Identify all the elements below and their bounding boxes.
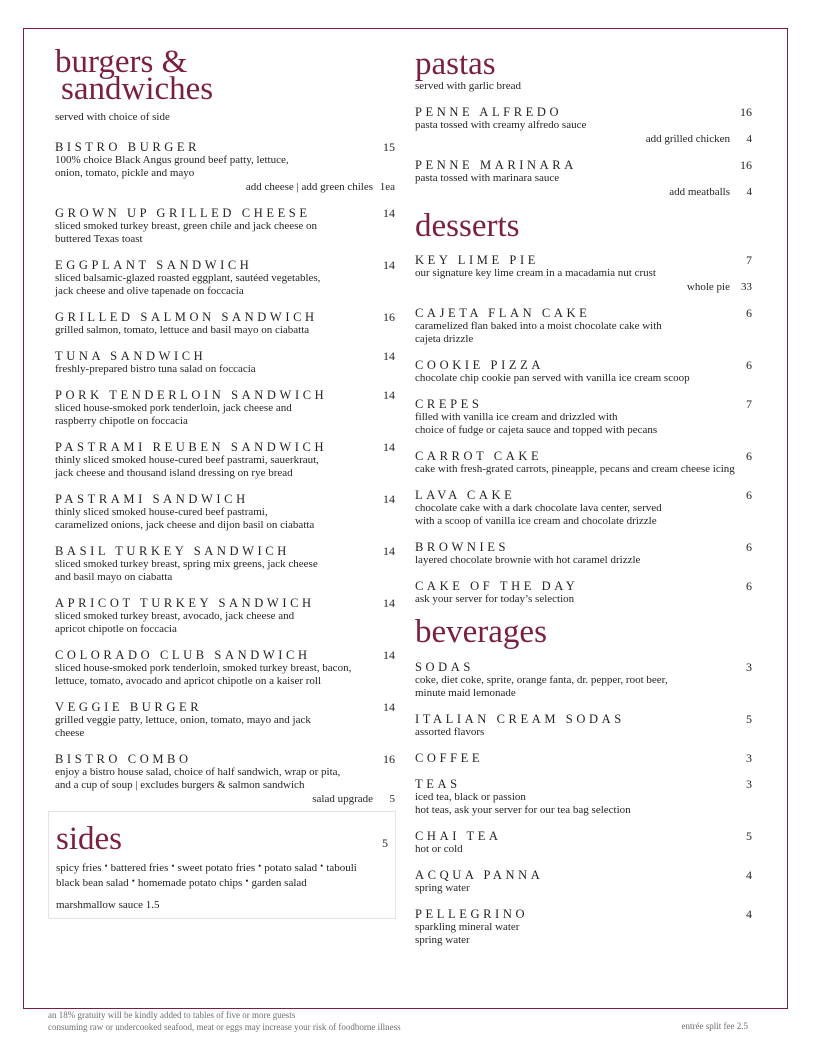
item-price: 4 — [746, 868, 752, 882]
item-name: TEAS — [415, 777, 461, 791]
sides-price: 5 — [382, 836, 388, 850]
side-option: spicy fries — [56, 862, 102, 874]
item-description: pasta tossed with marinara sauce — [415, 172, 560, 184]
title-line-2: sandwiches — [61, 71, 214, 107]
item-description: sliced smoked turkey breast, spring mix greens, jack cheese — [55, 558, 318, 570]
item-price: 14 — [383, 544, 395, 558]
sides-line-1 — [56, 860, 396, 875]
item-name: COLORADO CLUB SANDWICH — [55, 648, 311, 662]
item-name: COFFEE — [415, 751, 484, 765]
item-name: BISTRO BURGER — [55, 140, 201, 154]
menu-item — [415, 306, 752, 346]
item-name: PENNE MARINARA — [415, 158, 577, 172]
item-description: caramelized flan baked into a moist chocolate cake with — [415, 320, 662, 332]
item-description: chocolate cake with a dark chocolate lava center, served — [415, 502, 662, 514]
side-option: black bean salad — [56, 877, 129, 889]
addon-price: 4 — [746, 133, 752, 145]
item-description: sparkling mineral water — [415, 921, 520, 933]
item-name: GRILLED SALMON SANDWICH — [55, 310, 318, 324]
menu-item — [415, 540, 752, 567]
side-option: potato salad — [264, 862, 318, 874]
burgers-subtitle: served with choice of side — [55, 111, 170, 123]
item-description: lettuce, tomato, avocado and apricot chipotle on a kaiser roll — [55, 675, 322, 687]
desserts-list — [415, 253, 752, 606]
menu-item — [55, 596, 395, 636]
item-name: TUNA SANDWICH — [55, 349, 207, 363]
item-name: COOKIE PIZZA — [415, 358, 544, 372]
menu-item — [415, 488, 752, 528]
item-name: BISTRO COMBO — [55, 752, 192, 766]
item-price: 6 — [746, 540, 752, 554]
item-price: 14 — [383, 596, 395, 610]
title-line-1: burgers & — [55, 44, 188, 80]
item-description: apricot chipotle on foccacia — [55, 623, 177, 635]
menu-item — [415, 777, 752, 817]
item-description: 100% choice Black Angus ground beef patty, lettuce, — [55, 154, 289, 166]
item-price: 3 — [746, 660, 752, 674]
addon-price: 5 — [389, 793, 395, 805]
item-name: PELLEGRINO — [415, 907, 529, 921]
foodborne-warning: consuming raw or undercooked seafood, meat or eggs may increase your risk of foodborne illness — [48, 1022, 401, 1032]
item-name: EGGPLANT SANDWICH — [55, 258, 253, 272]
item-name: KEY LIME PIE — [415, 253, 539, 267]
item-name: CARROT CAKE — [415, 449, 543, 463]
item-name: CREPES — [415, 397, 483, 411]
addon-label: salad upgrade — [312, 793, 373, 805]
item-description: coke, diet coke, sprite, orange fanta, dr. pepper, root beer, — [415, 674, 668, 686]
item-description: sliced smoked turkey breast, green chile and jack cheese on — [55, 220, 318, 232]
side-option: tabouli — [326, 862, 357, 874]
pastas-section-title: pastas — [415, 46, 496, 82]
item-name: BROWNIES — [415, 540, 510, 554]
sides-note: marshmallow sauce 1.5 — [56, 899, 160, 911]
item-description: sliced house-smoked pork tenderloin, jack cheese and — [55, 402, 292, 414]
left-column — [55, 28, 395, 806]
item-description: freshly-prepared bistro tuna salad on foccacia — [55, 363, 256, 375]
gratuity-note: an 18% gratuity will be kindly added to tables of five or more guests — [48, 1010, 296, 1020]
item-price: 6 — [746, 579, 752, 593]
menu-item — [55, 310, 395, 337]
item-price: 5 — [746, 829, 752, 843]
burgers-list — [55, 140, 395, 806]
side-option: battered fries — [110, 862, 169, 874]
menu-item — [55, 492, 395, 532]
item-description: choice of fudge or cajeta sauce and topped with pecans — [415, 424, 658, 436]
menu-item — [415, 751, 752, 765]
item-description: and a cup of soup | excludes burgers & salmon sandwich — [55, 779, 305, 791]
item-description: cake with fresh-grated carrots, pineapple, pecans and cream cheese icing — [415, 463, 735, 475]
item-description: hot teas, ask your server for our tea bag selection — [415, 804, 631, 816]
item-price: 6 — [746, 306, 752, 320]
addon-label: whole pie — [686, 281, 730, 293]
addon-label: add grilled chicken — [645, 133, 730, 145]
item-name: ITALIAN CREAM SODAS — [415, 712, 625, 726]
separator-dot-icon: • — [320, 861, 324, 871]
menu-item — [55, 544, 395, 584]
item-description: iced tea, black or passion — [415, 791, 526, 803]
item-price: 14 — [383, 388, 395, 402]
item-description: thinly sliced smoked house-cured beef pastrami, — [55, 506, 268, 518]
burgers-section-title — [55, 44, 395, 107]
item-name: ACQUA PANNA — [415, 868, 544, 882]
item-description: with a scoop of vanilla ice cream and chocolate drizzle — [415, 515, 657, 527]
item-addon — [415, 133, 752, 146]
item-price: 16 — [383, 752, 395, 766]
addon-price: 4 — [746, 186, 752, 198]
menu-item — [55, 752, 395, 806]
item-price: 5 — [746, 712, 752, 726]
item-addon — [55, 181, 395, 194]
beverages-section-title: beverages — [415, 614, 547, 650]
item-name: PASTRAMI REUBEN SANDWICH — [55, 440, 328, 454]
side-option: homemade potato chips — [137, 877, 243, 889]
pastas-subtitle: served with garlic bread — [415, 80, 521, 92]
item-addon — [415, 186, 752, 199]
item-name: CAKE OF THE DAY — [415, 579, 579, 593]
item-price: 14 — [383, 206, 395, 220]
item-name: VEGGIE BURGER — [55, 700, 203, 714]
sides-list — [56, 860, 396, 890]
item-description: spring water — [415, 882, 470, 894]
item-price: 3 — [746, 777, 752, 791]
item-description: hot or cold — [415, 843, 463, 855]
desserts-section-title: desserts — [415, 208, 520, 244]
menu-item — [415, 449, 752, 476]
sides-section-title: sides — [56, 821, 122, 857]
item-description: sliced balsamic-glazed roasted eggplant, sautéed vegetables, — [55, 272, 321, 284]
item-description: assorted flavors — [415, 726, 485, 738]
addon-price: 1ea — [379, 181, 395, 193]
item-name: PORK TENDERLOIN SANDWICH — [55, 388, 328, 402]
menu-item — [415, 660, 752, 700]
item-addon — [55, 793, 395, 806]
item-name: CHAI TEA — [415, 829, 502, 843]
item-price: 14 — [383, 349, 395, 363]
menu-item — [415, 253, 752, 294]
addon-label: add cheese | add green chiles — [245, 181, 373, 193]
item-name: PENNE ALFREDO — [415, 105, 563, 119]
item-description: spring water — [415, 934, 470, 946]
item-description: cheese — [55, 727, 85, 739]
item-price: 14 — [383, 258, 395, 272]
item-price: 3 — [746, 751, 752, 765]
menu-item — [415, 397, 752, 437]
item-price: 14 — [383, 440, 395, 454]
item-price: 14 — [383, 648, 395, 662]
separator-dot-icon: • — [104, 861, 108, 871]
item-description: grilled veggie patty, lettuce, onion, tomato, mayo and jack — [55, 714, 311, 726]
item-description: caramelized onions, jack cheese and dijon basil on ciabatta — [55, 519, 315, 531]
item-price: 6 — [746, 488, 752, 502]
item-addon — [415, 281, 752, 294]
menu-item — [55, 700, 395, 740]
item-price: 16 — [740, 158, 752, 172]
item-price: 15 — [383, 140, 395, 154]
pastas-list — [415, 105, 752, 199]
menu-item — [55, 258, 395, 298]
item-description: grilled salmon, tomato, lettuce and basil mayo on ciabatta — [55, 324, 310, 336]
item-description: jack cheese and thousand island dressing on rye bread — [55, 467, 293, 479]
addon-price: 33 — [741, 281, 752, 293]
item-name: BASIL TURKEY SANDWICH — [55, 544, 290, 558]
sides-box — [48, 811, 396, 919]
item-description: thinly sliced smoked house-cured beef pastrami, sauerkraut, — [55, 454, 319, 466]
menu-item — [55, 349, 395, 376]
item-description: our signature key lime cream in a macadamia nut crust — [415, 267, 656, 279]
item-price: 6 — [746, 358, 752, 372]
item-description: pasta tossed with creamy alfredo sauce — [415, 119, 587, 131]
addon-label: add meatballs — [669, 186, 730, 198]
menu-item — [415, 158, 752, 199]
item-price: 14 — [383, 492, 395, 506]
item-description: enjoy a bistro house salad, choice of half sandwich, wrap or pita, — [55, 766, 341, 778]
item-name: PASTRAMI SANDWICH — [55, 492, 249, 506]
item-name: APRICOT TURKEY SANDWICH — [55, 596, 315, 610]
menu-item — [415, 868, 752, 895]
item-description: raspberry chipotle on foccacia — [55, 415, 188, 427]
item-description: onion, tomato, pickle and mayo — [55, 167, 195, 179]
menu-item — [55, 440, 395, 480]
menu-item — [415, 712, 752, 739]
item-description: chocolate chip cookie pan served with vanilla ice cream scoop — [415, 372, 690, 384]
menu-item — [415, 907, 752, 947]
item-price: 7 — [746, 253, 752, 267]
item-description: minute maid lemonade — [415, 687, 516, 699]
item-description: and basil mayo on ciabatta — [55, 571, 173, 583]
item-price: 7 — [746, 397, 752, 411]
menu-item — [55, 648, 395, 688]
item-price: 4 — [746, 907, 752, 921]
menu-item — [55, 388, 395, 428]
right-column — [415, 28, 752, 947]
side-option: sweet potato fries — [177, 862, 256, 874]
menu-item — [415, 358, 752, 385]
menu-item — [55, 206, 395, 246]
item-price: 14 — [383, 700, 395, 714]
item-price: 16 — [740, 105, 752, 119]
item-name: SODAS — [415, 660, 474, 674]
menu-item — [415, 829, 752, 856]
entree-split-fee: entrée split fee 2.5 — [681, 1021, 748, 1031]
item-description: sliced house-smoked pork tenderloin, smoked turkey breast, bacon, — [55, 662, 352, 674]
item-description: ask your server for today’s selection — [415, 593, 575, 605]
item-price: 6 — [746, 449, 752, 463]
separator-dot-icon: • — [258, 861, 262, 871]
menu-item — [55, 140, 395, 194]
sides-line-2 — [56, 875, 396, 890]
item-description: layered chocolate brownie with hot caramel drizzle — [415, 554, 641, 566]
item-name: CAJETA FLAN CAKE — [415, 306, 591, 320]
separator-dot-icon: • — [131, 876, 135, 886]
item-description: sliced smoked turkey breast, avocado, jack cheese and — [55, 610, 295, 622]
item-description: jack cheese and olive tapenade on foccacia — [55, 285, 244, 297]
beverages-list — [415, 660, 752, 947]
menu-item — [415, 105, 752, 146]
item-price: 16 — [383, 310, 395, 324]
separator-dot-icon: • — [171, 861, 175, 871]
menu-item — [415, 579, 752, 606]
item-description: filled with vanilla ice cream and drizzled with — [415, 411, 618, 423]
side-option: garden salad — [251, 877, 307, 889]
item-name: GROWN UP GRILLED CHEESE — [55, 206, 311, 220]
item-description: buttered Texas toast — [55, 233, 143, 245]
item-description: cajeta drizzle — [415, 333, 474, 345]
item-name: LAVA CAKE — [415, 488, 516, 502]
separator-dot-icon: • — [245, 876, 249, 886]
